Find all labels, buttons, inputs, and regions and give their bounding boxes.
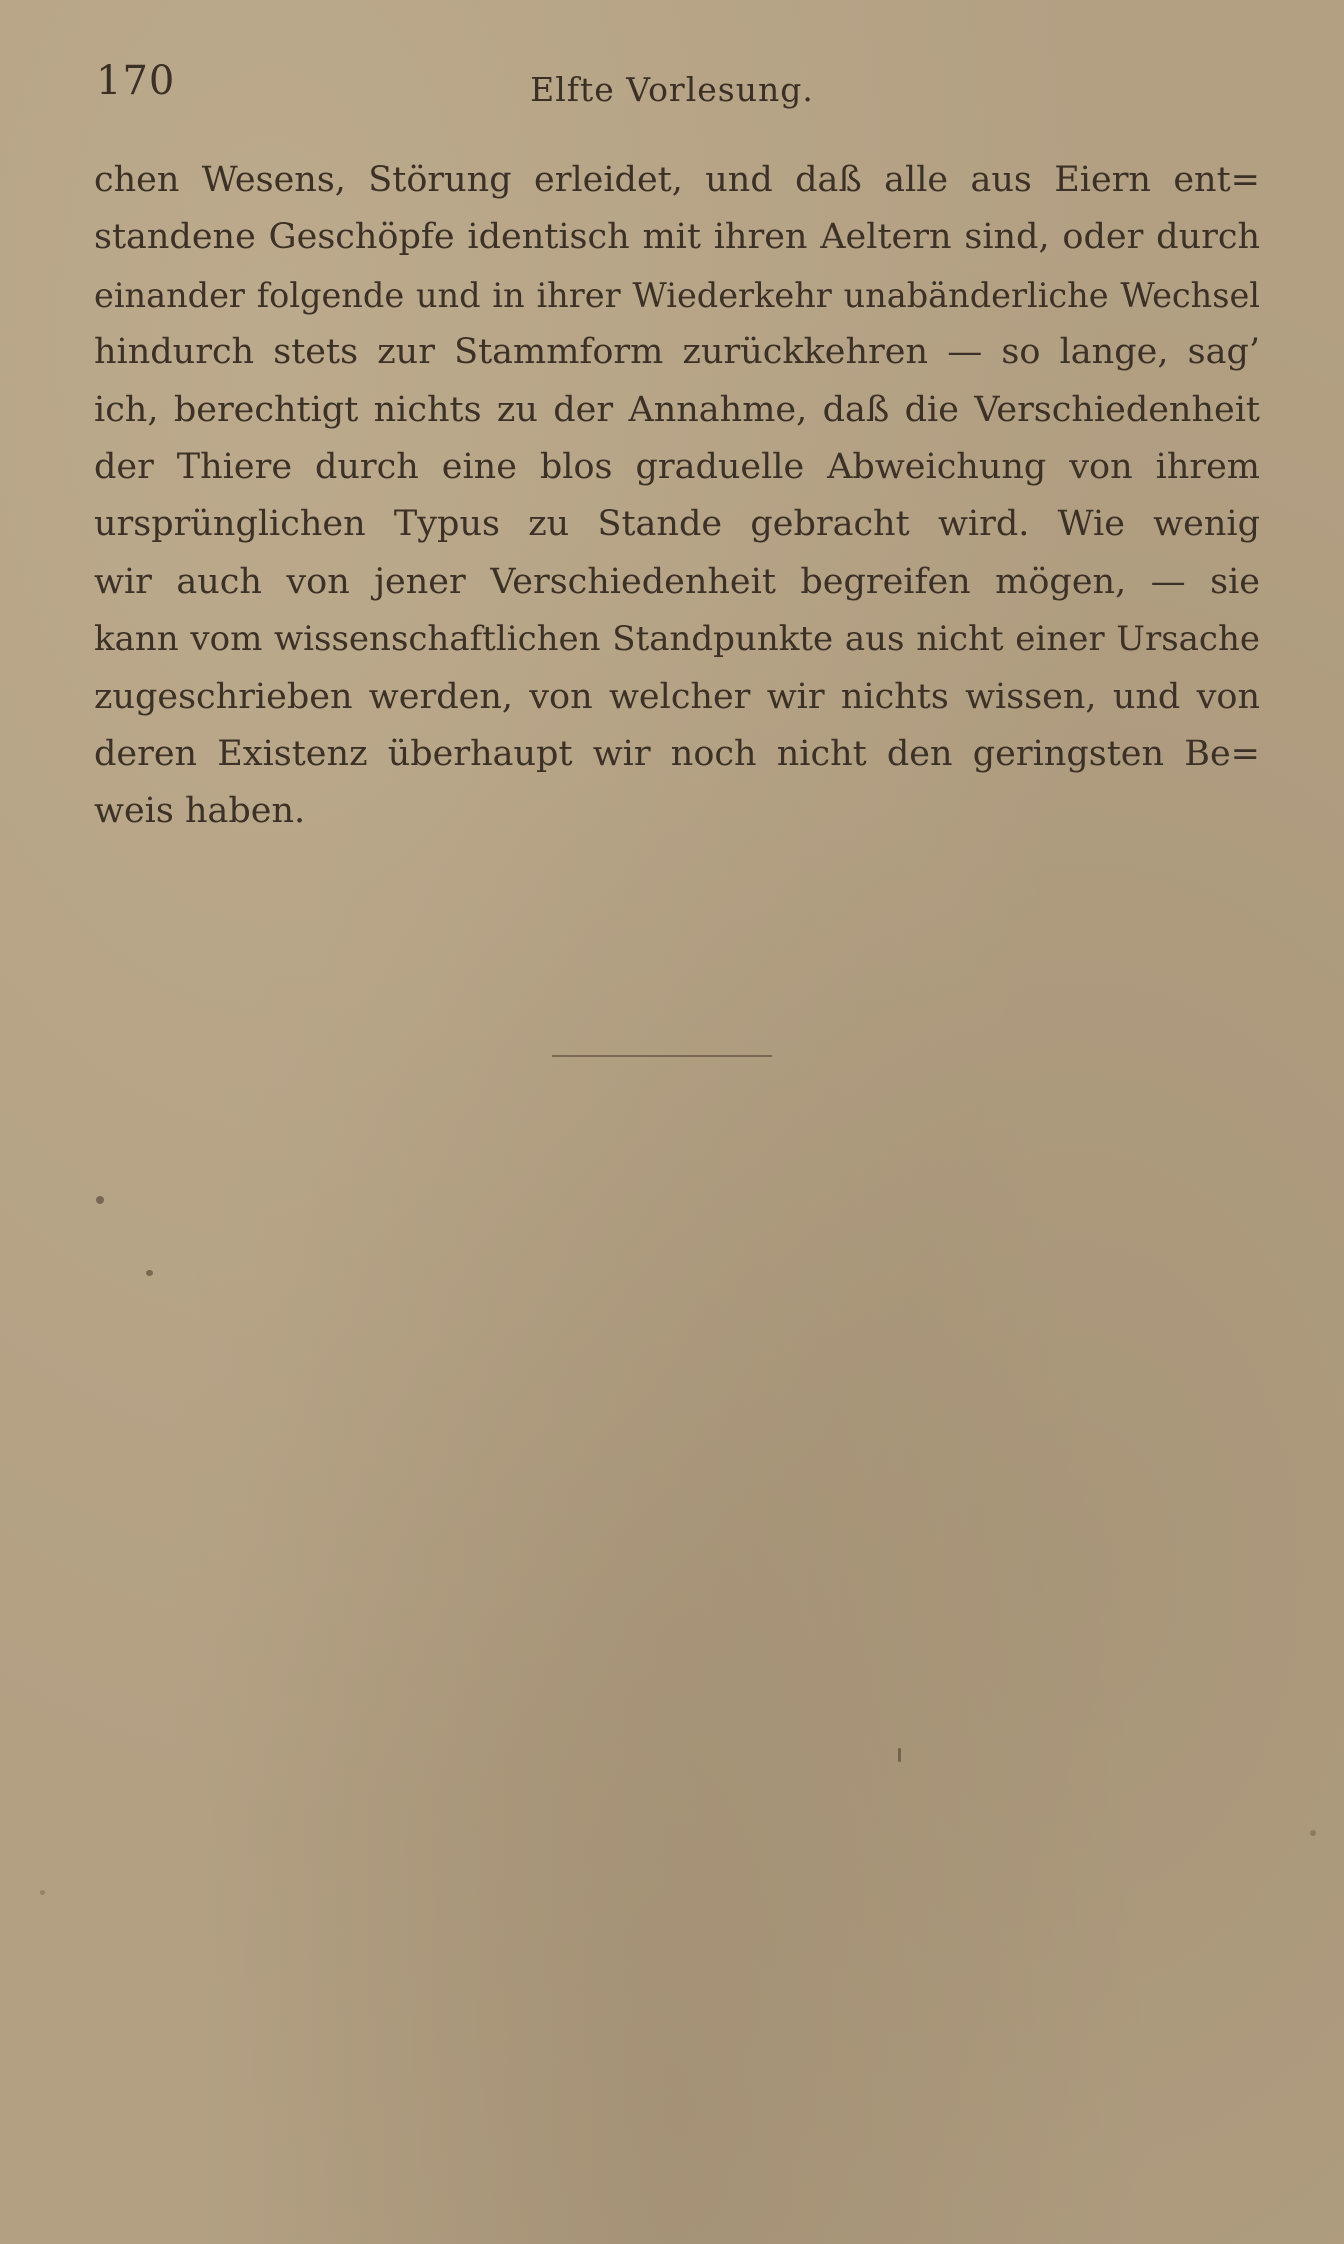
text-line: ich, berechtigt nichts zu der Annahme, daß die Verschiedenheit [94, 389, 1260, 430]
running-title: Elfte Vorlesung. [530, 70, 814, 109]
text-line: deren Existenz überhaupt wir noch nicht den geringsten Be= [94, 733, 1260, 774]
text-line: chen Wesens, Störung erleidet, und daß alle aus Eiern ent= [94, 160, 1260, 200]
page-number: 170 [96, 58, 176, 104]
paper-speck [146, 1270, 153, 1276]
body-paragraph [94, 152, 1260, 841]
text-line: der Thiere durch eine blos graduelle Abweichung von ihrem [94, 446, 1260, 487]
text-line: wir auch von jener Verschiedenheit begreifen mögen, — sie [94, 561, 1260, 602]
paper-speck [1310, 1830, 1316, 1836]
paper-speck [96, 1196, 104, 1204]
text-line: hindurch stets zur Stammform zurückkehren — so lange, sag’ [94, 332, 1260, 373]
paper-speck [898, 1748, 901, 1762]
text-line: zugeschrieben werden, von welcher wir nichts wissen, und von [94, 676, 1260, 717]
text-line: einander folgende und in ihrer Wiederkehr unabänderliche Wechsel [94, 275, 1260, 315]
paper-speck [40, 1890, 45, 1895]
section-end-rule [552, 1055, 772, 1057]
text-line: ursprünglichen Typus zu Stande gebracht wird. Wie wenig [94, 504, 1260, 545]
text-line-last: weis haben. [94, 791, 306, 832]
text-line: kann vom wissenschaftlichen Standpunkte aus nicht einer Ursache [94, 619, 1260, 660]
text-line: standene Geschöpfe identisch mit ihren Aeltern sind, oder durch [94, 217, 1260, 258]
